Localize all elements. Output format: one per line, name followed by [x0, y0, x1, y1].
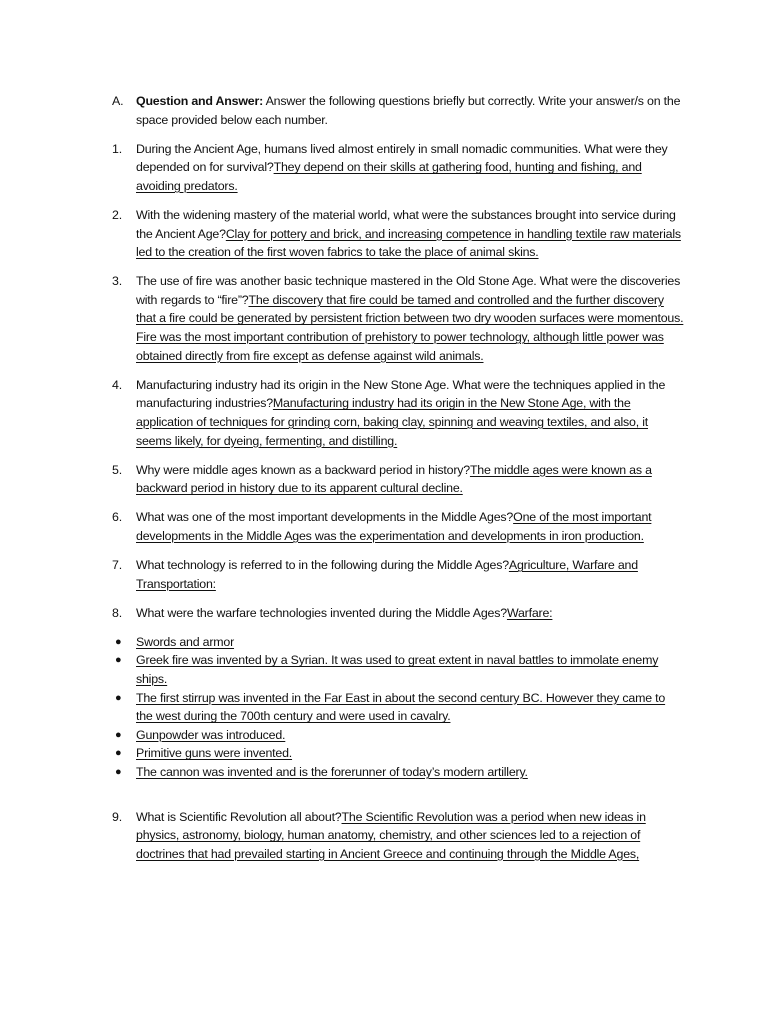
question-4: [112, 376, 684, 450]
question-text: What technology is referred to in the following during the Middle Ages?: [136, 557, 509, 572]
bullet-icon: ●: [115, 691, 122, 704]
bullet-icon: ●: [115, 765, 122, 778]
list-item-text: Primitive guns were invented.: [136, 746, 293, 761]
answer-text: They depend on their skills at gathering food, hunting and fishing, and avoiding predators.: [136, 160, 642, 193]
question-number: 5.: [112, 462, 122, 477]
list-item-text: Gunpowder was introduced.: [136, 727, 286, 742]
bullet-icon: ●: [115, 747, 122, 760]
list-item: [112, 651, 684, 688]
question-number: 3.: [112, 274, 122, 289]
question-text: What is Scientific Revolution all about?: [136, 809, 342, 824]
answer-text: Warfare:: [506, 605, 553, 620]
answer-text: Clay for pottery and brick, and increasing competence in handling textile raw materials led to the creation of the first woven fabrics to take the place of animal skins.: [136, 226, 681, 260]
warfare-list: [112, 633, 684, 782]
section-label: Question and Answer:: [136, 94, 264, 108]
section-a-instructions: [112, 92, 684, 129]
list-item-text: The first stirrup was invented in the Far East in about the second century BC. However they came to the west during the 700th century and were used in cavalry.: [136, 690, 666, 724]
question-number: 4.: [112, 377, 122, 392]
question-text: What was one of the most important developments in the Middle Ages?: [136, 510, 514, 525]
question-6: [112, 508, 684, 545]
question-8: [112, 604, 684, 623]
list-item: [112, 633, 684, 652]
question-text: The use of fire was another basic technique mastered in the Old Stone Age. What were the discoveries with regards to “fire”?: [136, 274, 681, 307]
list-item-text: Greek fire was invented by a Syrian. It was used to great extent in naval battles to immolate enemy ships.: [136, 653, 659, 686]
question-text: Manufacturing industry had its origin in the New Stone Age. What were the techniques applied in the manufacturing industries?: [136, 377, 666, 411]
list-item-text: The cannon was invented and is the forerunner of today’s modern artillery.: [136, 764, 528, 779]
question-text: During the Ancient Age, humans lived almost entirely in small nomadic communities. What were they depended on for survival?: [136, 141, 668, 175]
question-2: [112, 206, 684, 262]
question-9: [112, 808, 684, 864]
question-text: What were the warfare technologies invented during the Middle Ages?: [136, 605, 507, 620]
answer-text: The discovery that fire could be tamed and controlled and the further discovery that a fire could be generated by persistent friction between two dry wooden surfaces were momentous. Fire was the most important contribution of prehistory to power technology, although little power was obtained directly from fire except as defense against wild animals.: [136, 292, 684, 363]
list-item: [112, 726, 684, 745]
list-item: [112, 763, 684, 782]
question-number: 6.: [112, 510, 122, 525]
answer-text: One of the most important developments in the Middle Ages was the experimentation and developments in iron production.: [136, 510, 652, 543]
bullet-icon: ●: [115, 654, 122, 667]
question-text: Why were middle ages known as a backward period in history?: [136, 462, 470, 477]
answer-text: The Scientific Revolution was a period when new ideas in physics, astronomy, biology, human anatomy, chemistry, and other sciences led to a rejection of doctrines that had prevailed starting in Ancient Greece and continuing through the Middle Ages,: [136, 809, 646, 861]
vertical-spacer: [112, 782, 684, 808]
question-7: [112, 556, 684, 593]
question-1: [112, 140, 684, 196]
question-text: With the widening mastery of the material world, what were the substances brought into service during the Ancient Age?: [136, 207, 676, 241]
answer-text: Manufacturing industry had its origin in the New Stone Age, with the application of techniques for grinding corn, baking clay, spinning and weaving textiles, and also, it seems likely, for dyeing, fermenting, and distilling.: [136, 396, 649, 448]
question-number: 9.: [112, 809, 122, 824]
question-number: 1.: [112, 141, 122, 156]
question-3: [112, 272, 684, 365]
section-marker: A.: [112, 94, 124, 108]
worksheet-body: [112, 92, 684, 874]
section-instruction: Answer the following questions briefly but correctly. Write your answer/s on the space provided below each number.: [136, 94, 681, 127]
bullet-icon: ●: [115, 728, 122, 741]
list-item: [112, 689, 684, 726]
answer-text: The middle ages were known as a backward period in history due to its apparent cultural decline.: [136, 462, 652, 496]
list-item-text: Swords and armor: [136, 634, 235, 649]
answer-text: Agriculture, Warfare and Transportation:: [136, 557, 638, 591]
bullet-icon: ●: [115, 635, 122, 648]
question-number: 8.: [112, 605, 122, 620]
question-number: 7.: [112, 557, 122, 572]
question-5: [112, 461, 684, 498]
list-item: [112, 744, 684, 763]
question-number: 2.: [112, 207, 122, 222]
